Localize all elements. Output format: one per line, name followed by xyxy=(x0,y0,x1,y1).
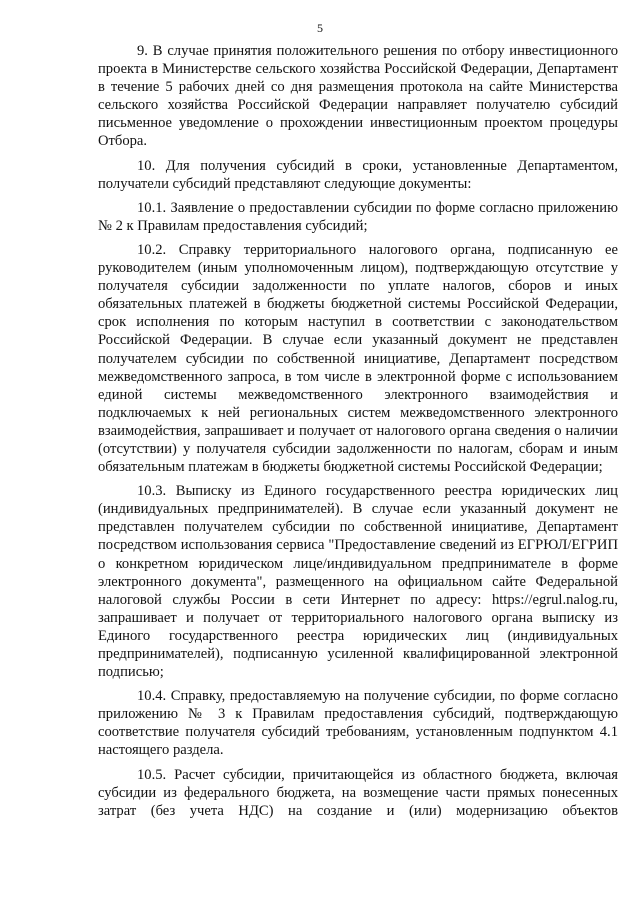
paragraph-10-5: 10.5. Расчет субсидии, причитающейся из областного бюджета, включая субсидии из федерального бюджета, на возмещение части прямых понесенных затрат (без учета НДС) на создание и (или) модернизацию объектов xyxy=(98,766,618,819)
paragraph-10-2: 10.2. Справку территориального налогового органа, подписанную ее руководителем (иным уполномоченным лицом), подтверждающую отсутствие у получателя субсидии задолженности по уплате налогов, сборов и иных обязательных платежей в бюджеты бюджетной системы Российской Федерации, срок исполнения по которым наступил в соответствии с законодательством Российской Федерации. В случае если указанный документ не представлен получателем субсидии по собственной инициативе, Департамент посредством межведомственного запроса, в том числе в электронной форме с использованием единой системы межведомственного электронного взаимодействия и подключаемых к ней региональных систем межведомственного электронного взаимодействия, запрашивает и получает от налогового органа сведения о наличии (отсутствии) у получателя субсидии задолженности по налогам, сборам и иным обязательным платежам в бюджеты бюджетной системы Российской Федерации; xyxy=(98,241,618,476)
page-number: 5 xyxy=(317,21,323,35)
paragraph-9: 9. В случае принятия положительного решения по отбору инвестиционного проекта в Министерстве сельского хозяйства Российской Федерации, Департамент в течение 5 рабочих дней со дня размещения протокола на сайте Министерства сельского хозяйства Российской Федерации направляет получателю субсидий письменное уведомление о прохождении инвестиционным проектом процедуры Отбора. xyxy=(98,43,618,150)
paragraph-10-3: 10.3. Выписку из Единого государственного реестра юридических лиц (индивидуальных предпринимателей). В случае если указанный документ не представлен получателем субсидии по собственной инициативе, Департамент посредством использования сервиса "Предоставление сведений из ЕГРЮЛ/ЕГРИП о конкретном юридическом лице/индивидуальном предпринимателе в форме электронного документа", размещенного на официальном сайте Федеральной налоговой службы России в сети Интернет по адресу: https://egrul.nalog.ru, запрашивает и получает от территориального налогового органа выписку из Единого государственного реестра юридических лиц (индивидуальных предпринимателей), подписанную усиленной квалифицированной электронной подписью; xyxy=(98,483,618,681)
document-body xyxy=(98,42,618,820)
paragraph-10: 10. Для получения субсидий в сроки, установленные Департаментом, получатели субсидий представляют следующие документы: xyxy=(98,157,618,192)
paragraph-10-1: 10.1. Заявление о предоставлении субсидии по форме согласно приложению № 2 к Правилам предоставления субсидий; xyxy=(98,199,618,234)
paragraph-10-4: 10.4. Справку, предоставляемую на получение субсидии, по форме согласно приложению № 3 к Правилам предоставления субсидий, подтверждающую соответствие получателя субсидий требованиям, установленным подпунктом 4.1 настоящего раздела. xyxy=(98,688,618,759)
